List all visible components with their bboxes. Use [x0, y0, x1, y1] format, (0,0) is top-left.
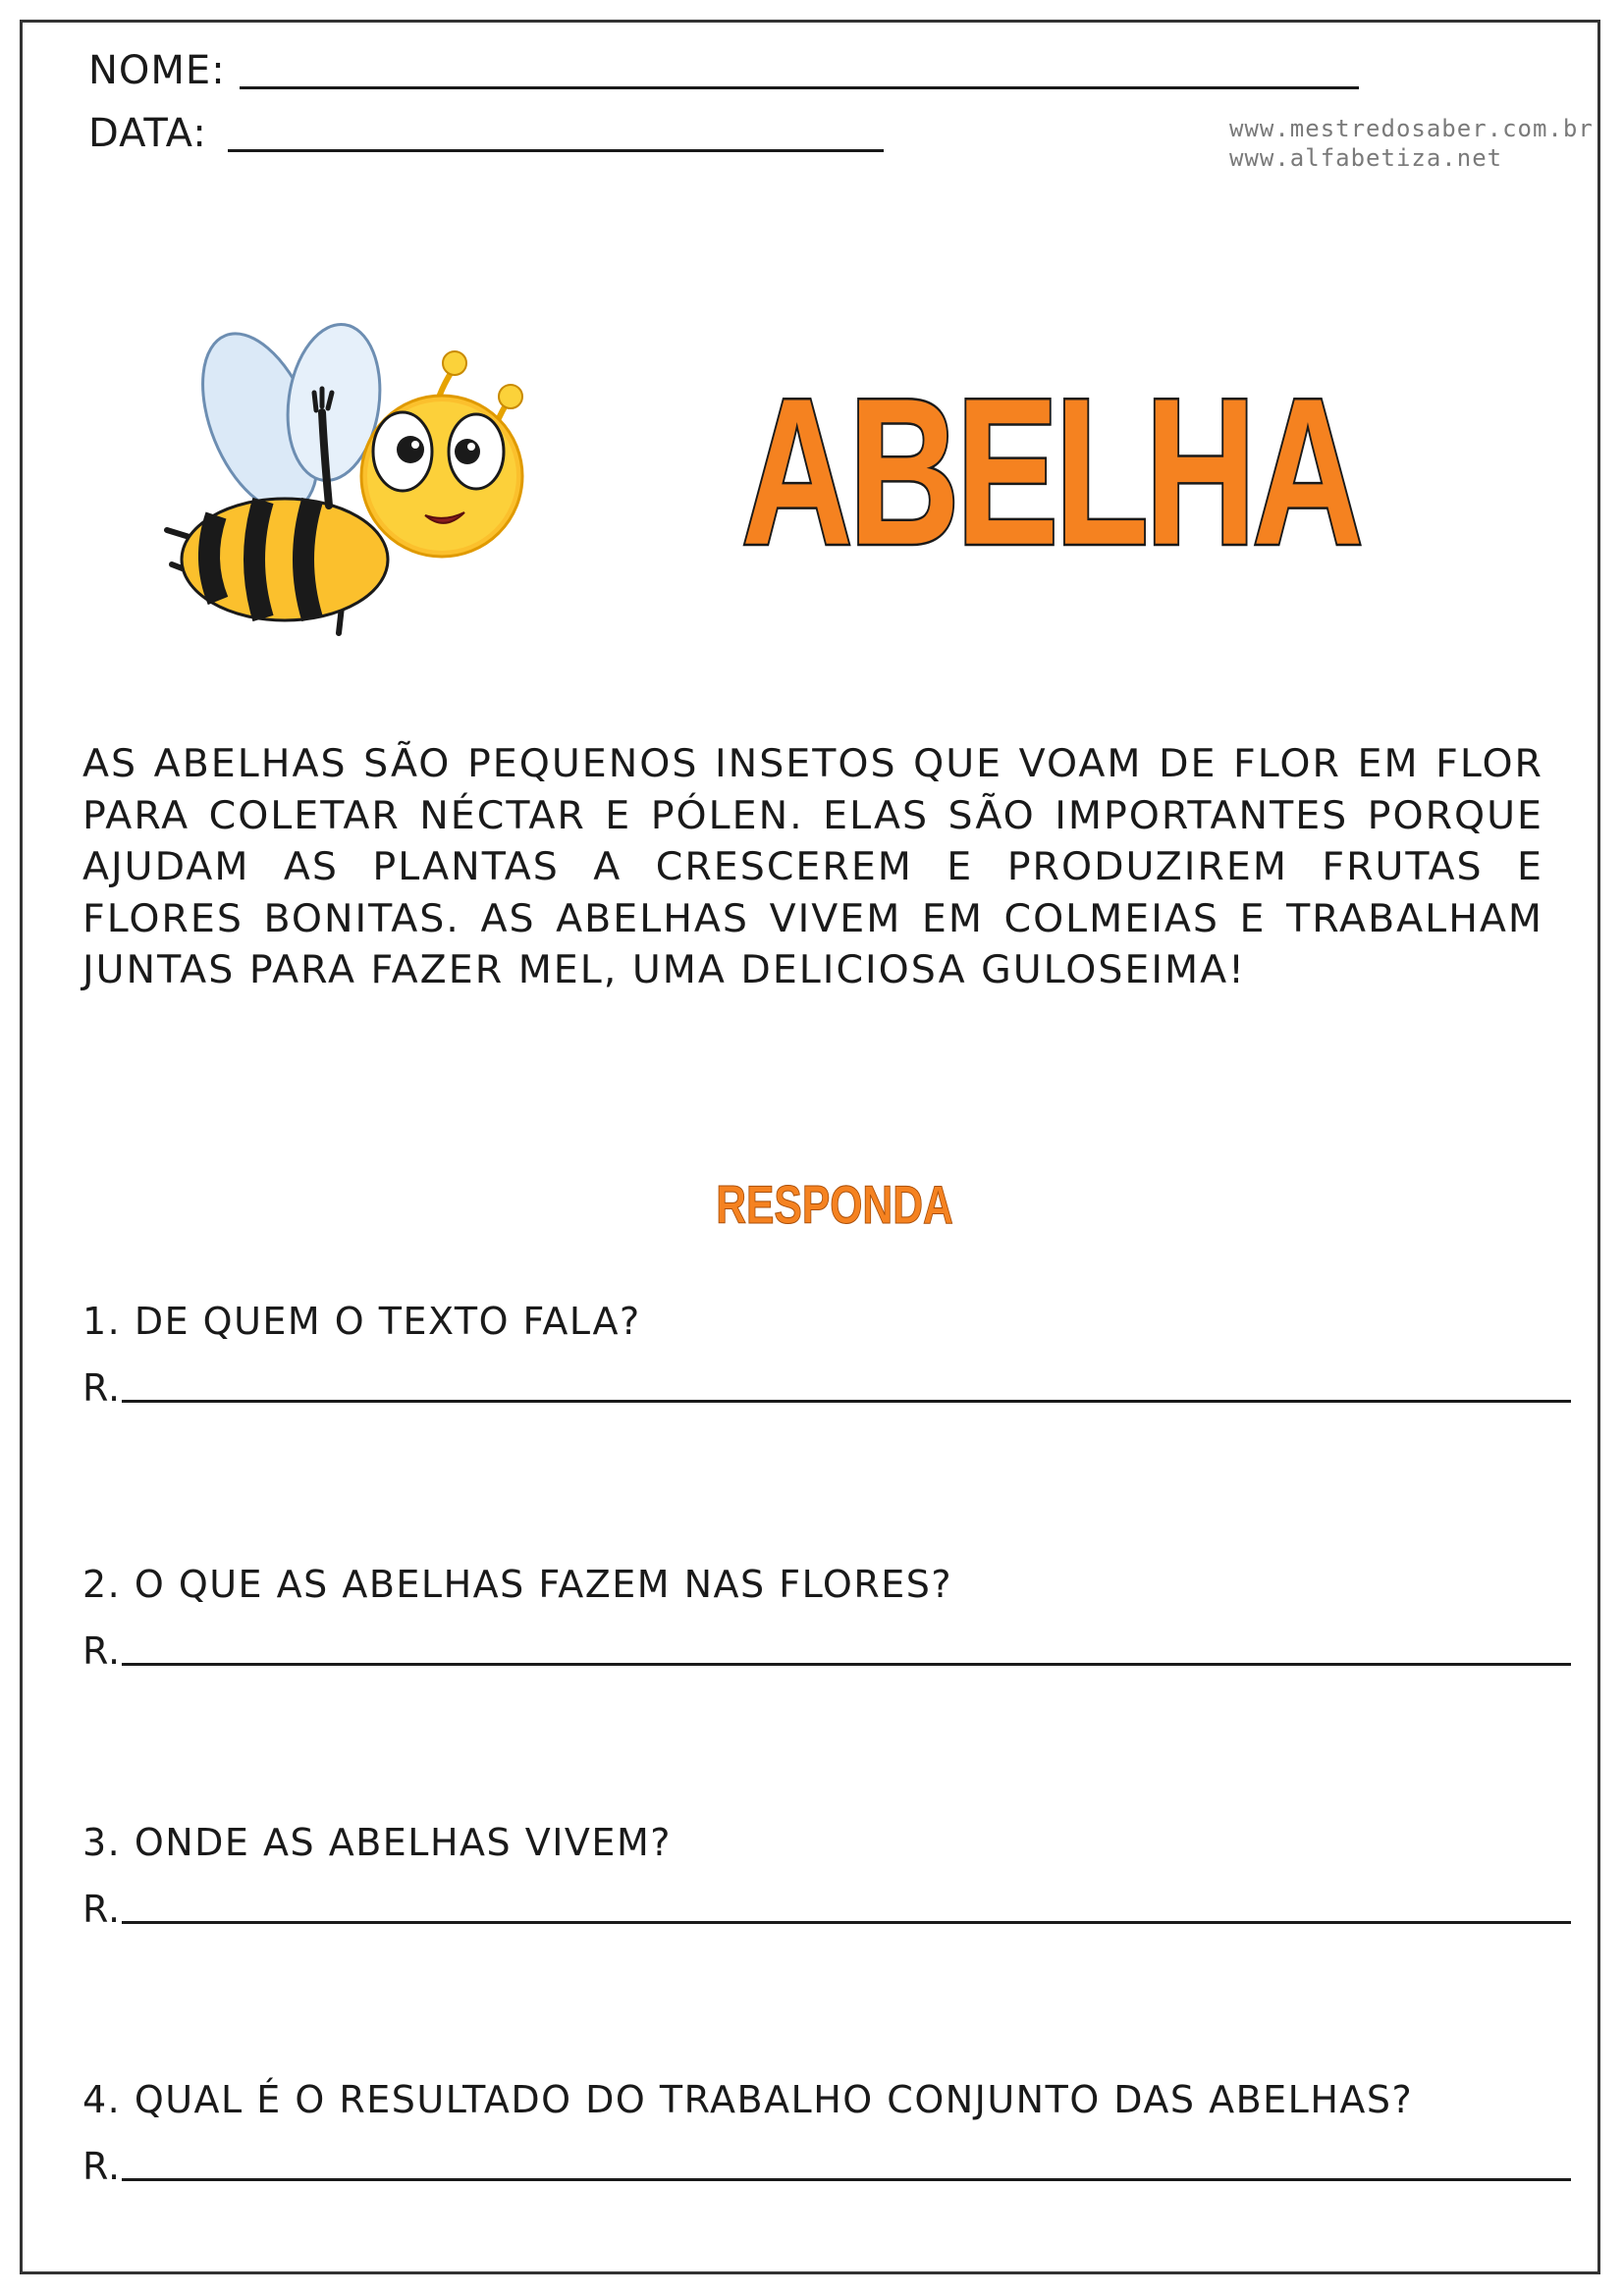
- date-field[interactable]: [228, 149, 884, 152]
- website-credits: [1229, 114, 1594, 173]
- answer-prefix: R.: [82, 1629, 122, 1673]
- bee-icon: [147, 294, 560, 658]
- section-heading: [687, 1163, 982, 1242]
- question-4: 4. QUAL É O RESULTADO DO TRABALHO CONJUNTO DAS ABELHAS?: [82, 2078, 1414, 2121]
- subhead-text: RESPONDA: [716, 1175, 953, 1236]
- question-2: 2. O QUE AS ABELHAS FAZEM NAS FLORES?: [82, 1563, 953, 1606]
- question-1: 1. DE QUEM O TEXTO FALA?: [82, 1300, 641, 1343]
- website-link: www.alfabetiza.net: [1229, 144, 1503, 172]
- story-paragraph: AS ABELHAS SÃO PEQUENOS INSETOS QUE VOAM DE FLOR EM FLOR PARA COLETAR NÉCTAR E PÓLEN. ELAS SÃO IMPORTANTES PORQUE AJUDAM AS PLANTAS A CRESCEREM E PRODUZIREM FRUTAS E FLORES BONITAS. AS ABELHAS VIVEM EM COLMEIAS E TRABALHAM JUNTAS PARA FAZER MEL, UMA DELICIOSA GULOSEIMA!: [82, 741, 1543, 992]
- answer-field-2[interactable]: [122, 1663, 1571, 1666]
- answer-field-4[interactable]: [122, 2178, 1571, 2181]
- answer-prefix: R.: [82, 2145, 122, 2188]
- website-link: www.mestredosaber.com.br: [1229, 115, 1594, 142]
- page-title: [741, 353, 1360, 589]
- name-field[interactable]: [240, 86, 1359, 89]
- date-label: DATA:: [88, 111, 207, 156]
- name-label: NOME:: [88, 48, 226, 93]
- answer-prefix: R.: [82, 1888, 122, 1931]
- title-text: ABELHA: [741, 354, 1360, 589]
- question-3: 3. ONDE AS ABELHAS VIVEM?: [82, 1821, 672, 1864]
- answer-field-1[interactable]: [122, 1400, 1571, 1403]
- answer-prefix: R.: [82, 1366, 122, 1410]
- answer-field-3[interactable]: [122, 1921, 1571, 1924]
